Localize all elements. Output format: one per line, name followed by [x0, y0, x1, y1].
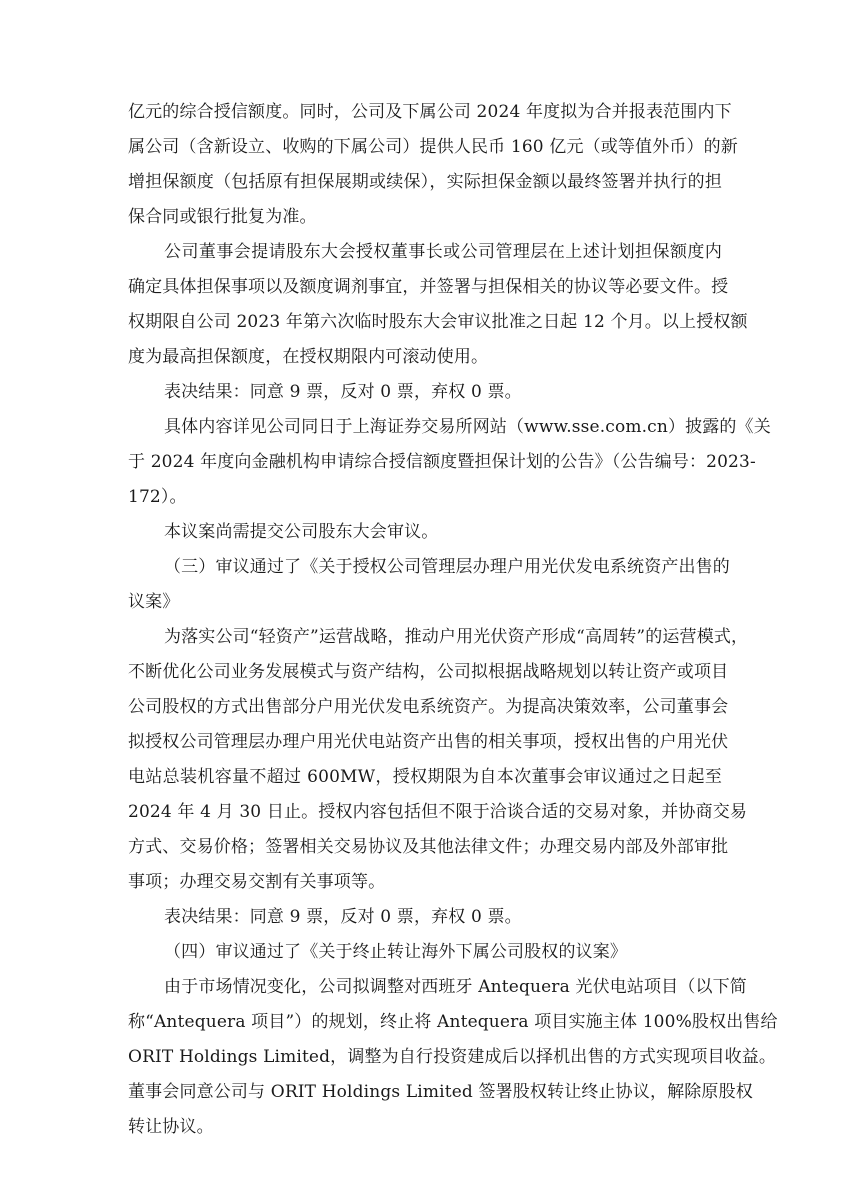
paragraph-4-line-8: 事项；办理交易交割有关事项等。 — [128, 872, 386, 892]
paragraph-4-line-3: 公司股权的方式出售部分户用光伏发电系统资产。为提高决策效率，公司董事会 — [128, 697, 729, 717]
section-3-heading-line-2: 议案》 — [128, 592, 180, 612]
paragraph-5-line-1: 由于市场情况变化，公司拟调整对西班牙 Antequera 光伏电站项目（以下简 — [164, 977, 747, 997]
paragraph-4-line-1: 为落实公司“轻资产”运营战略，推动户用光伏资产形成“高周转”的运营模式， — [164, 627, 749, 647]
vote-result-1: 表决结果：同意 9 票，反对 0 票，弃权 0 票。 — [164, 382, 522, 402]
paragraph-1-line-1: 亿元的综合授信额度。同时，公司及下属公司 2024 年度拟为合并报表范围内下 — [128, 102, 732, 122]
paragraph-5-line-4: 董事会同意公司与 ORIT Holdings Limited 签署股权转让终止协议，解除原股权 — [128, 1082, 753, 1102]
section-3-heading-line-1: （三）审议通过了《关于授权公司管理层办理户用光伏发电系统资产出售的 — [164, 557, 730, 577]
paragraph-3-line-3: 172）。 — [128, 487, 187, 507]
paragraph-2-line-3: 权期限自公司 2023 年第六次临时股东大会审议批准之日起 12 个月。以上授权额 — [128, 312, 748, 332]
paragraph-1-line-3: 增担保额度（包括原有担保展期或续保），实际担保金额以最终签署并执行的担 — [128, 172, 722, 192]
paragraph-5-line-2: 称“Antequera 项目”）的规划，终止将 Antequera 项目实施主体 100%股权出售给 — [128, 1012, 778, 1032]
paragraph-1-line-4: 保合同或银行批复为准。 — [128, 207, 317, 227]
section-4-heading: （四）审议通过了《关于终止转让海外下属公司股权的议案》 — [164, 942, 628, 962]
paragraph-5-line-3: ORIT Holdings Limited，调整为自行投资建成后以择机出售的方式实现项目收益。 — [128, 1047, 777, 1067]
paragraph-3-line-1: 具体内容详见公司同日于上海证券交易所网站（www.sse.com.cn）披露的《关 — [164, 417, 771, 437]
paragraph-1-line-2: 属公司（含新设立、收购的下属公司）提供人民币 160 亿元（或等值外币）的新 — [128, 137, 738, 157]
paragraph-2-line-4: 度为最高担保额度，在授权期限内可滚动使用。 — [128, 347, 489, 367]
paragraph-2-line-2: 确定具体担保事项以及额度调剂事宜，并签署与担保相关的协议等必要文件。授 — [128, 277, 729, 297]
submission-note: 本议案尚需提交公司股东大会审议。 — [164, 522, 439, 542]
paragraph-4-line-5: 电站总装机容量不超过 600MW，授权期限为自本次董事会审议通过之日起至 — [128, 767, 722, 787]
paragraph-4-line-4: 拟授权公司管理层办理户用光伏电站资产出售的相关事项，授权出售的户用光伏 — [128, 732, 729, 752]
paragraph-3-line-2: 于 2024 年度向金融机构申请综合授信额度暨担保计划的公告》（公告编号：2023- — [128, 452, 756, 472]
paragraph-4-line-2: 不断优化公司业务发展模式与资产结构，公司拟根据战略规划以转让资产或项目 — [128, 662, 729, 682]
paragraph-2-line-1: 公司董事会提请股东大会授权董事长或公司管理层在上述计划担保额度内 — [164, 242, 722, 262]
paragraph-4-line-6: 2024 年 4 月 30 日止。授权内容包括但不限于洽谈合适的交易对象，并协商交易 — [128, 802, 748, 822]
paragraph-4-line-7: 方式、交易价格；签署相关交易协议及其他法律文件；办理交易内部及外部审批 — [128, 837, 729, 857]
vote-result-2: 表决结果：同意 9 票，反对 0 票，弃权 0 票。 — [164, 907, 522, 927]
paragraph-5-line-5: 转让协议。 — [128, 1117, 214, 1137]
